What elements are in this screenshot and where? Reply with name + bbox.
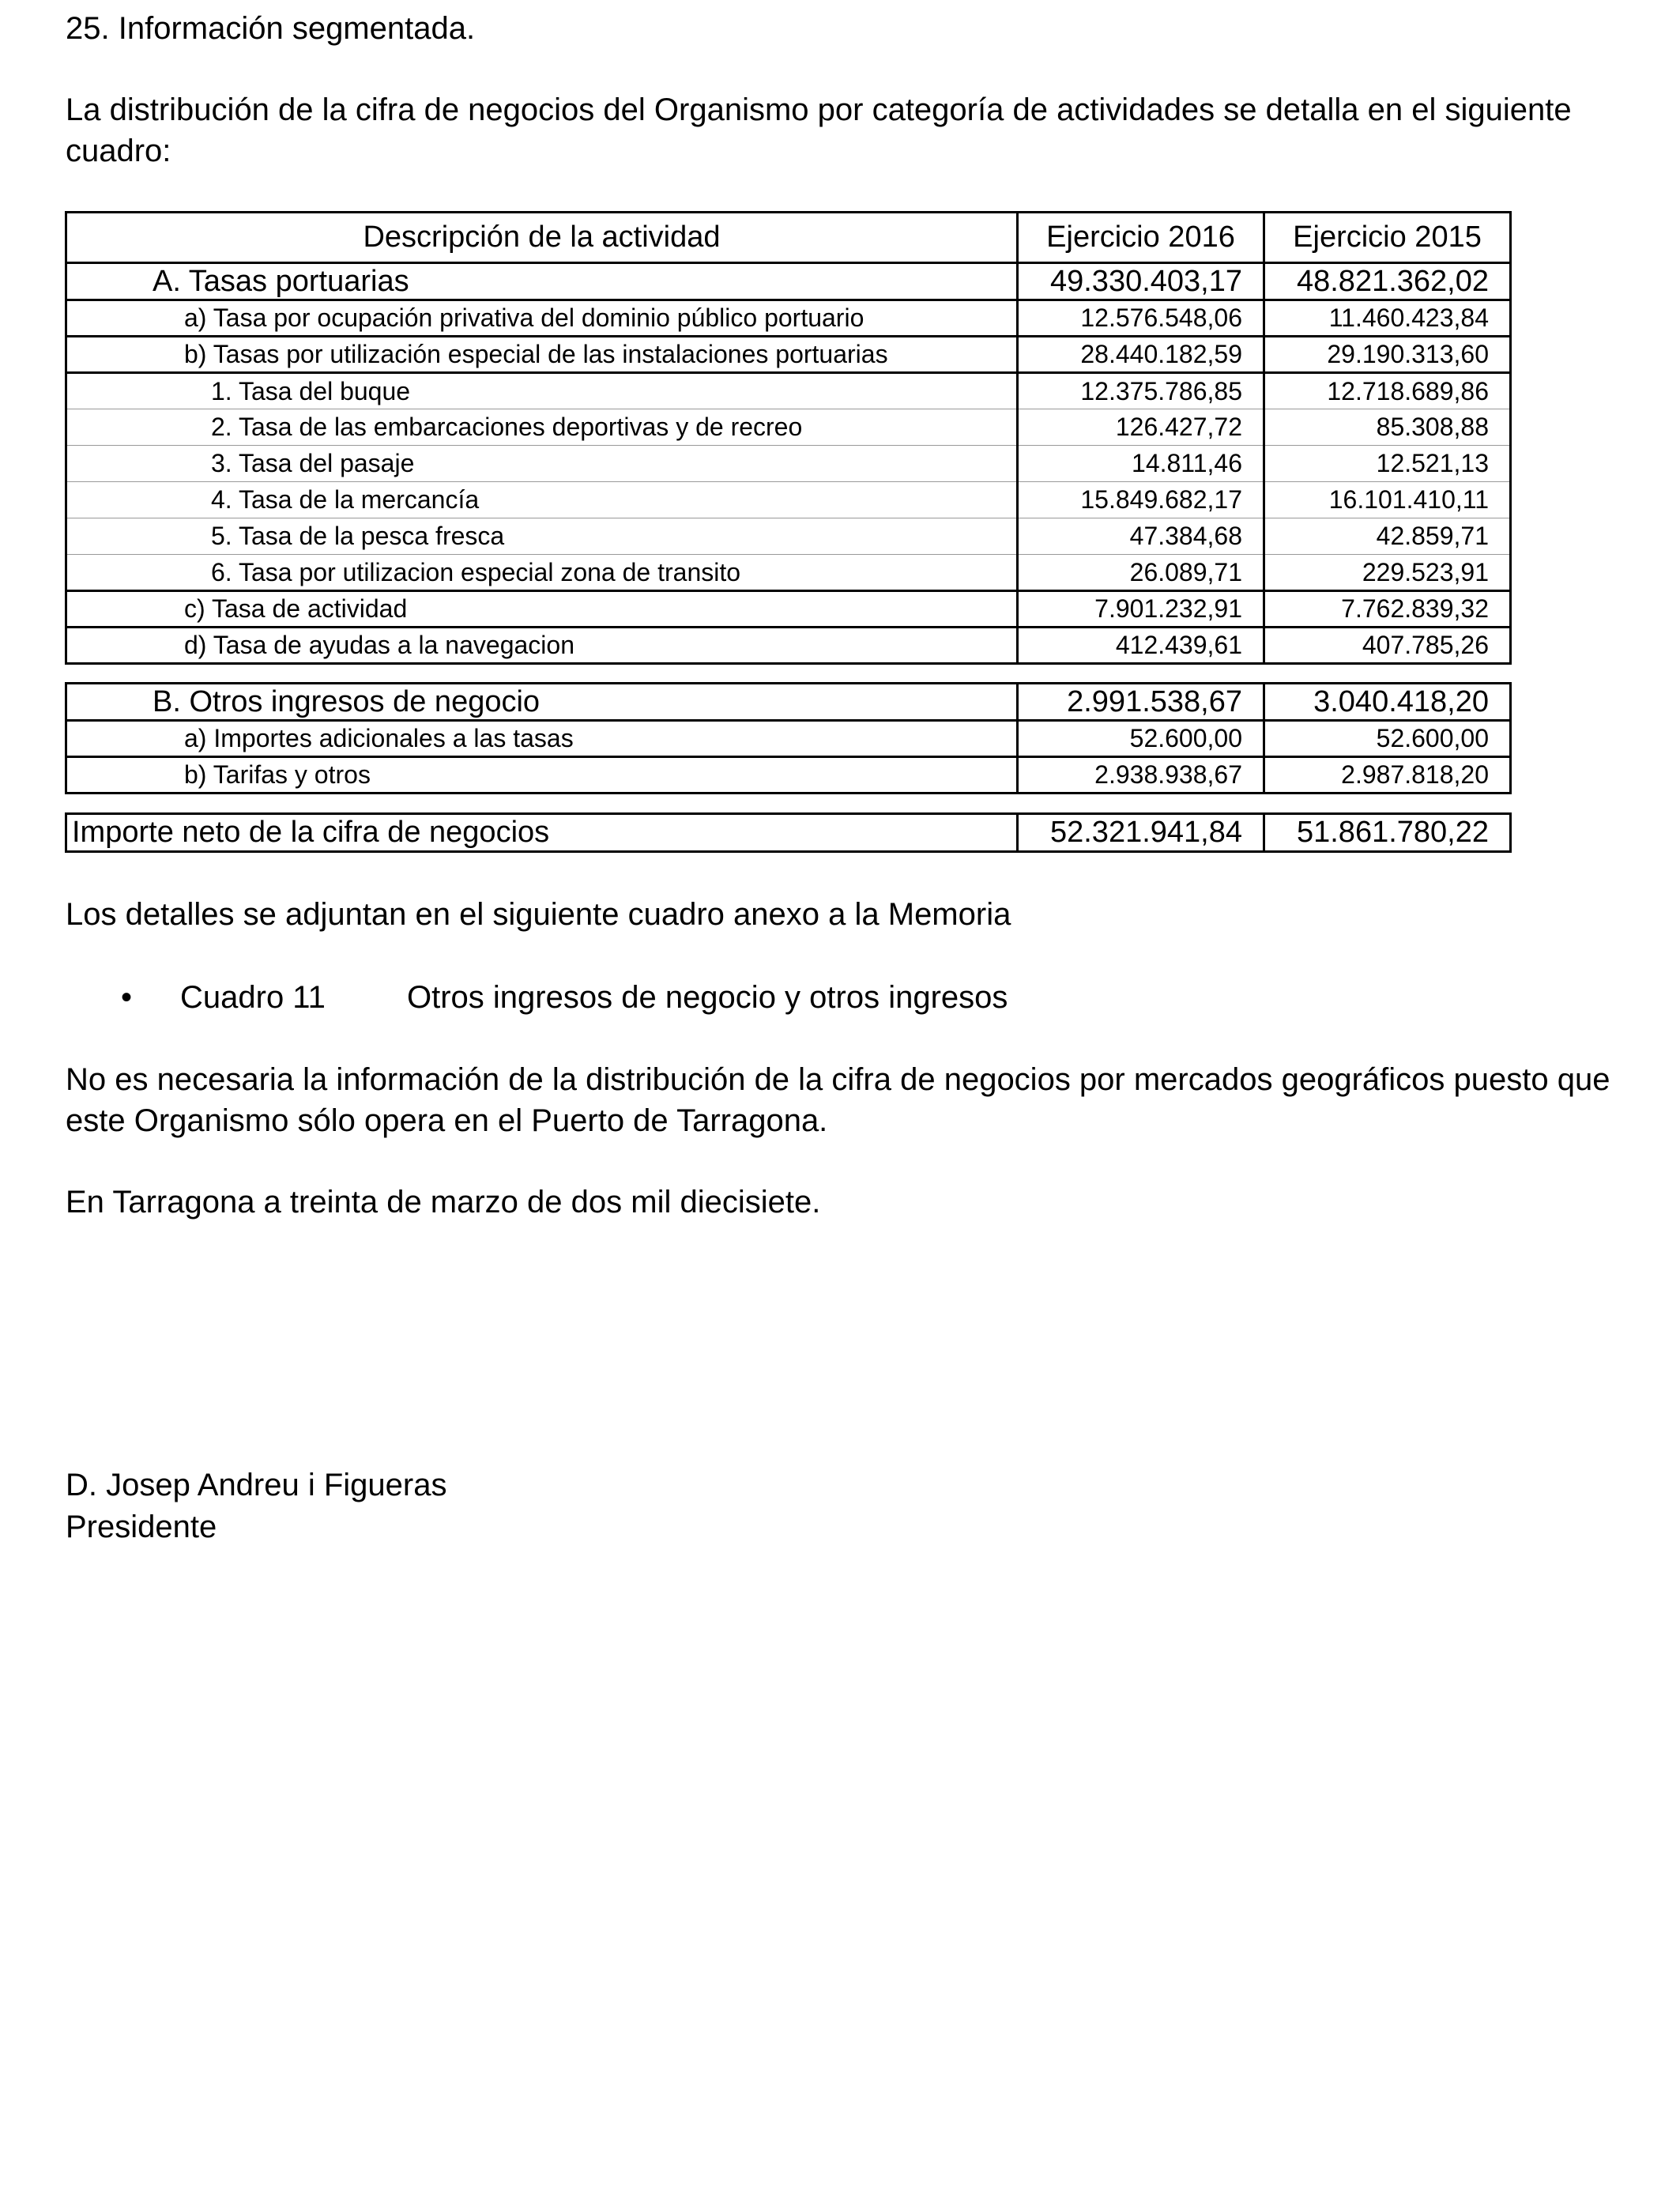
table-row: [66, 555, 1511, 591]
intro-paragraph: La distribución de la cifra de negocios del Organismo por categoría de actividades se detalla en el siguiente cuadro:: [66, 92, 1572, 168]
section-b-rows: [66, 684, 1511, 794]
value-2016: 15.849.682,17: [1018, 482, 1264, 518]
table-row: [66, 409, 1511, 446]
annex-title: Otros ingresos de negocio y otros ingresos: [407, 980, 1008, 1015]
value-2016: 126.427,72: [1018, 409, 1264, 446]
value-2016: 26.089,71: [1018, 555, 1264, 591]
table-row: [66, 373, 1511, 409]
row-label: A. Tasas portuarias: [66, 263, 1018, 300]
total-label: Importe neto de la cifra de negocios: [66, 814, 1018, 852]
row-label: b) Tarifas y otros: [66, 757, 1018, 794]
value-2015: 16.101.410,11: [1264, 482, 1511, 518]
geo-note: No es necesaria la información de la distribución de la cifra de negocios por mercados geográficos puesto que este Organismo sólo opera en el Puerto de Tarragona.: [66, 1062, 1610, 1138]
table-row: [66, 518, 1511, 555]
value-2015: 11.460.423,84: [1264, 300, 1511, 337]
row-label: 6. Tasa por utilizacion especial zona de transito: [66, 555, 1018, 591]
table-row: [66, 300, 1511, 337]
value-2015: 229.523,91: [1264, 555, 1511, 591]
section-heading: 25. Información segmentada.: [66, 11, 476, 46]
row-label: 5. Tasa de la pesca fresca: [66, 518, 1018, 555]
value-2016: 2.938.938,67: [1018, 757, 1264, 794]
table-row: [66, 263, 1511, 300]
signatory-name: D. Josep Andreu i Figueras: [66, 1468, 447, 1502]
value-2016: 12.576.548,06: [1018, 300, 1264, 337]
value-2016: 7.901.232,91: [1018, 591, 1264, 628]
row-label: 1. Tasa del buque: [66, 373, 1018, 409]
value-2015: 29.190.313,60: [1264, 337, 1511, 373]
table-row: [66, 721, 1511, 757]
value-2016: 2.991.538,67: [1018, 684, 1264, 721]
value-2016: 52.600,00: [1018, 721, 1264, 757]
row-label: 3. Tasa del pasaje: [66, 446, 1018, 482]
table-row: [66, 482, 1511, 518]
activity-table: [65, 211, 1512, 665]
value-2016: 412.439,61: [1018, 628, 1264, 664]
total-row: [66, 814, 1511, 852]
row-label: b) Tasas por utilización especial de las instalaciones portuarias: [66, 337, 1018, 373]
value-2016: 12.375.786,85: [1018, 373, 1264, 409]
closing-line: En Tarragona a treinta de marzo de dos mil diecisiete.: [66, 1185, 821, 1220]
value-2016: 14.811,46: [1018, 446, 1264, 482]
value-2015: 407.785,26: [1264, 628, 1511, 664]
row-label: 2. Tasa de las embarcaciones deportivas y de recreo: [66, 409, 1018, 446]
section-a-rows: [66, 263, 1511, 664]
total-table: [65, 812, 1512, 853]
value-2015: 48.821.362,02: [1264, 263, 1511, 300]
table-header-row: [66, 213, 1511, 263]
row-label: a) Importes adicionales a las tasas: [66, 721, 1018, 757]
row-label: c) Tasa de actividad: [66, 591, 1018, 628]
signatory-role: Presidente: [66, 1510, 217, 1544]
row-label: a) Tasa por ocupación privativa del dominio público portuario: [66, 300, 1018, 337]
table-row: [66, 628, 1511, 664]
header-2015: Ejercicio 2015: [1264, 213, 1511, 263]
value-2015: 12.718.689,86: [1264, 373, 1511, 409]
row-label: d) Tasa de ayudas a la navegacion: [66, 628, 1018, 664]
row-label: B. Otros ingresos de negocio: [66, 684, 1018, 721]
details-text: Los detalles se adjuntan en el siguiente cuadro anexo a la Memoria: [66, 897, 1011, 932]
value-2016: 49.330.403,17: [1018, 263, 1264, 300]
row-label: 4. Tasa de la mercancía: [66, 482, 1018, 518]
annex-code: Cuadro 11: [180, 980, 326, 1015]
table-row: [66, 446, 1511, 482]
table-row: [66, 337, 1511, 373]
value-2015: 2.987.818,20: [1264, 757, 1511, 794]
value-2015: 42.859,71: [1264, 518, 1511, 555]
header-2016: Ejercicio 2016: [1018, 213, 1264, 263]
header-description: Descripción de la actividad: [66, 213, 1018, 263]
value-2015: 3.040.418,20: [1264, 684, 1511, 721]
other-income-table: [65, 682, 1512, 794]
table-row: [66, 684, 1511, 721]
table-row: [66, 591, 1511, 628]
value-2015: 52.600,00: [1264, 721, 1511, 757]
value-2015: 85.308,88: [1264, 409, 1511, 446]
value-2016: 47.384,68: [1018, 518, 1264, 555]
value-2015: 12.521,13: [1264, 446, 1511, 482]
total-2015: 51.861.780,22: [1264, 814, 1511, 852]
bullet-icon: •: [121, 980, 133, 1015]
value-2015: 7.762.839,32: [1264, 591, 1511, 628]
value-2016: 28.440.182,59: [1018, 337, 1264, 373]
total-2016: 52.321.941,84: [1018, 814, 1264, 852]
table-row: [66, 757, 1511, 794]
